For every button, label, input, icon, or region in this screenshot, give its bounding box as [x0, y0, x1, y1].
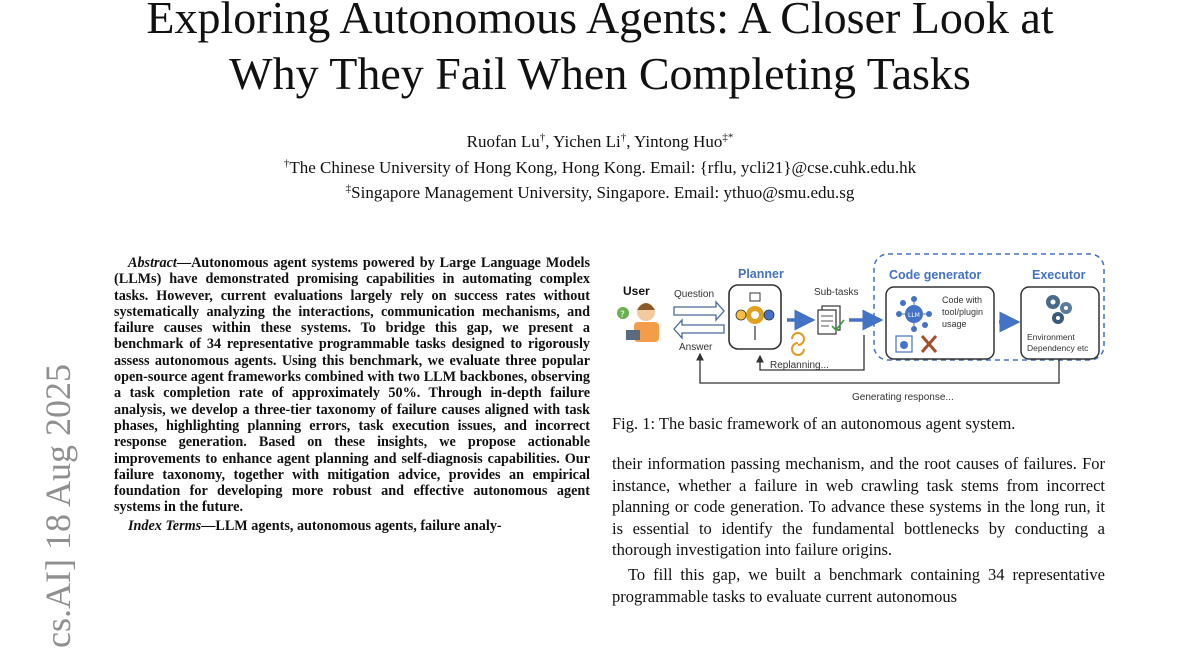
replanning-icon — [792, 333, 804, 355]
planner-label: Planner — [738, 267, 784, 281]
index-terms — [114, 518, 590, 534]
subtasks-icon — [818, 306, 844, 334]
subtasks-label: Sub-tasks — [814, 287, 859, 298]
code-generator-label: Code generator — [889, 268, 982, 282]
title-line-2: Why They Fail When Completing Tasks — [229, 48, 971, 99]
dependency-label: Dependency etc — [1027, 343, 1089, 353]
question-arrow — [674, 302, 724, 320]
affiliation-text: The Chinese University of Hong Kong, Hong Kong. Email: {rflu, ycli21}@cse.cuhk.edu.hk — [289, 158, 917, 177]
user-label: User — [623, 284, 650, 298]
author-list: Ruofan Lu†, Yichen Li†, Yintong Huo‡* — [466, 131, 734, 151]
right-column-body — [612, 453, 1105, 607]
llm-text: LLM — [908, 312, 920, 319]
code-with-label: Code with — [942, 295, 983, 305]
abstract-text: —Autonomous agent systems powered by Large Language Models (LLMs) have demonstrated promising capabilities in automating complex tasks. However, current evaluations largely rely on success rates without systematically analyzing the interactions, communication mechanisms, and failure causes within these systems. To bridge this gap, we present a benchmark of 34 representative programmable tasks designed to rigorously assess autonomous agents. Using this benchmark, we evaluate three popular open-source agent frameworks combined with two LLM backbones, observing a task completion rate of approximately 50%. Through in-depth failure analysis, we develop a three-tier taxonomy of failure causes aligned with task phases, highlighting planning errors, task execution issues, and incorrect response generation. Based on these insights, we propose actionable improvements to enhance agent planning and self-diagnosis capabilities. Our failure taxonomy, together with mitigation advice, provides an empirical foundation for developing more robust and effective autonomous agent systems in the future. — [114, 255, 590, 516]
arxiv-stamp: cs.AI] 18 Aug 2025 — [38, 364, 78, 648]
author-mark: ‡* — [722, 131, 734, 144]
author-mark: † — [620, 131, 627, 144]
generating-response-label: Generating response... — [852, 392, 954, 403]
affiliation-mark: ‡ — [345, 182, 352, 195]
abstract — [114, 255, 590, 516]
paper-title — [0, 0, 1200, 102]
body-paragraph-2: To fill this gap, we built a benchmark containing 34 representative programmable tasks to evaluate current autonomous — [612, 564, 1105, 606]
answer-label: Answer — [679, 342, 713, 353]
affiliation-mark: † — [283, 157, 290, 170]
replanning-label: Replanning... — [770, 360, 829, 371]
left-column — [114, 255, 590, 534]
title-line-1: Exploring Autonomous Agents: A Closer Look at — [146, 0, 1054, 43]
author-name: Ruofan Lu — [466, 132, 540, 151]
affiliation-text: Singapore Management University, Singapore. Email: ythuo@smu.edu.sg — [351, 183, 855, 202]
answer-arrow — [674, 320, 724, 338]
abstract-label: Abstract — [128, 255, 177, 271]
figure-caption: Fig. 1: The basic framework of an autonomous agent system. — [612, 414, 1016, 433]
svg-text:?: ? — [620, 310, 625, 320]
executor-label: Executor — [1032, 268, 1086, 282]
affiliation-1 — [0, 157, 1200, 179]
author-mark: † — [539, 131, 546, 144]
usage-label: usage — [942, 319, 967, 329]
author-name: Yichen Li — [553, 132, 621, 151]
author-name: Yintong Huo — [634, 132, 723, 151]
user-icon — [617, 303, 659, 342]
affiliation-2 — [0, 182, 1200, 204]
generating-response-arrow — [700, 354, 1059, 383]
tool-plugin-label: tool/plugin — [942, 307, 984, 317]
framework-figure — [612, 252, 1107, 408]
index-terms-label: Index Terms — [128, 517, 202, 534]
index-terms-text: —LLM agents, autonomous agents, failure analy- — [201, 517, 502, 534]
environment-label: Environment — [1027, 332, 1075, 342]
question-label: Question — [674, 289, 715, 300]
body-paragraph-1: their information passing mechanism, and the root causes of failures. For instance, whether a failure in web crawling task stems from incorrect planning or code generation. To advance these systems in the long run, it is essential to identify the fundamental bottlenecks by conducting a thorough investigation into failure origins. — [612, 454, 1105, 560]
